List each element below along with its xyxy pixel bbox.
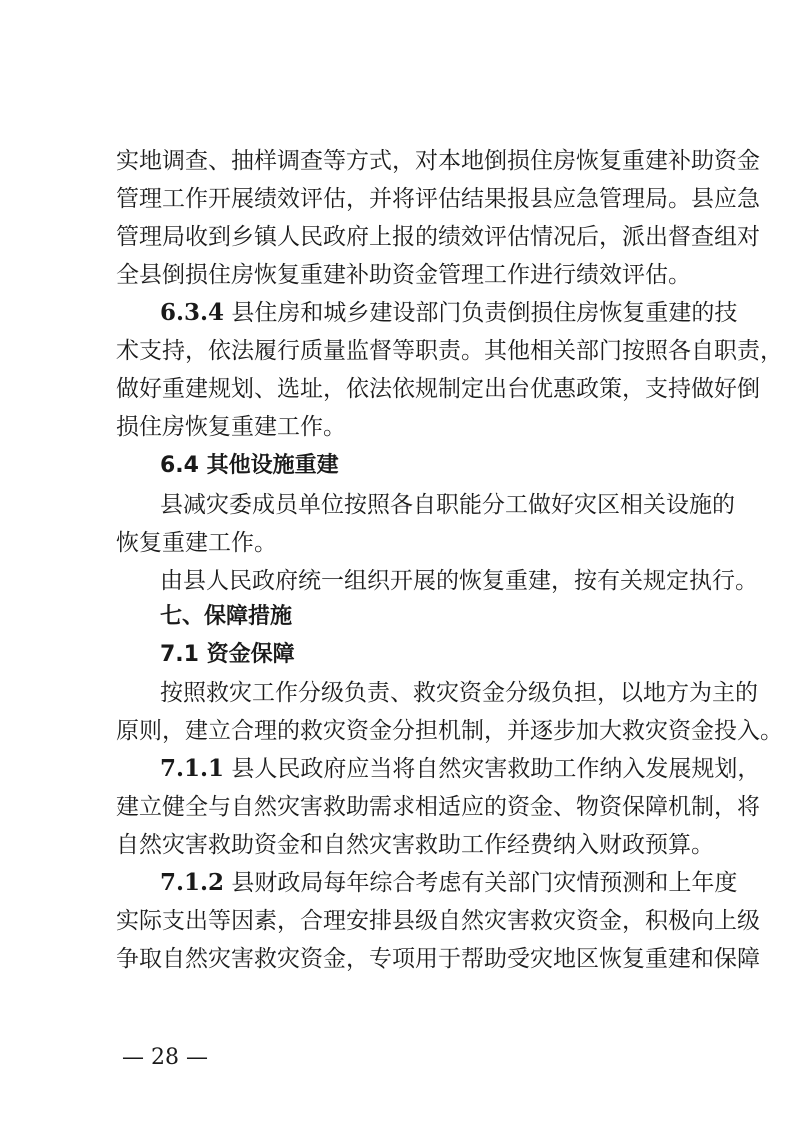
chapter-heading-7: 七、保障措施: [160, 604, 293, 629]
body-text-line: 全县倒损住房恢复重建补助资金管理工作进行绩效评估。: [116, 262, 691, 288]
clause-text: 县人民政府应当将自然灾害救助工作纳入发展规划，: [231, 756, 761, 782]
body-text-line: 损住房恢复重建工作。: [116, 414, 346, 440]
body-text-line: 建立健全与自然灾害救助需求相适应的资金、物资保障机制，将: [116, 794, 760, 820]
body-text-line: 管理局收到乡镇人民政府上报的绩效评估情况后，派出督查组对: [116, 224, 760, 250]
clause-number: 7.1.1: [160, 755, 225, 782]
page-number: — 28 —: [122, 1045, 208, 1070]
body-text-line: 恢复重建工作。: [116, 530, 277, 556]
body-text-line: 实际支出等因素，合理安排县级自然灾害救灾资金，积极向上级: [116, 908, 760, 934]
clause-number: 7.1.2: [160, 869, 225, 896]
body-text-line: 做好重建规划、选址，依法依规制定出台优惠政策，支持做好倒: [116, 376, 760, 402]
clause-7-1-1-line: [160, 754, 761, 784]
clause-7-1-2-line: [160, 868, 738, 898]
body-text-line: 由县人民政府统一组织开展的恢复重建，按有关规定执行。: [160, 568, 758, 594]
section-heading-7-1: 7.1 资金保障: [160, 642, 295, 667]
clause-text: 县财政局每年综合考虑有关部门灾情预测和上年度: [231, 870, 738, 896]
body-text-line: 术支持，依法履行质量监督等职责。其他相关部门按照各自职责，: [116, 338, 783, 364]
body-text-line: 争取自然灾害救灾资金，专项用于帮助受灾地区恢复重建和保障: [116, 946, 760, 972]
body-text-line: 管理工作开展绩效评估，并将评估结果报县应急管理局。县应急: [116, 186, 760, 212]
clause-6-3-4-line: [160, 298, 738, 328]
body-text-line: 自然灾害救助资金和自然灾害救助工作经费纳入财政预算。: [116, 832, 714, 858]
body-text-line: 实地调查、抽样调查等方式，对本地倒损住房恢复重建补助资金: [116, 148, 760, 174]
body-text-line: 按照救灾工作分级负责、救灾资金分级负担，以地方为主的: [160, 680, 758, 706]
clause-text: 县住房和城乡建设部门负责倒损住房恢复重建的技: [231, 300, 738, 326]
clause-number: 6.3.4: [160, 299, 225, 326]
body-text-line: 原则，建立合理的救灾资金分担机制，并逐步加大救灾资金投入。: [116, 718, 783, 744]
body-text-line: 县减灾委成员单位按照各自职能分工做好灾区相关设施的: [160, 492, 735, 518]
section-heading-6-4: 6.4 其他设施重建: [160, 453, 339, 478]
